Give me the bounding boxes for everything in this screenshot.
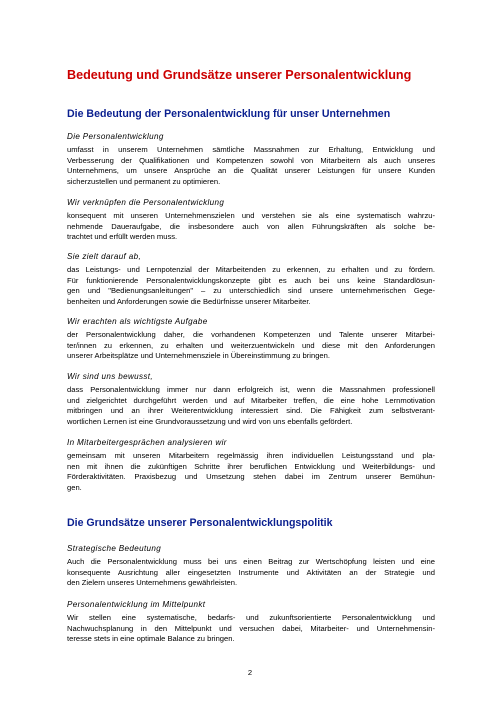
text-line: Auch die Personalentwicklung muss bei uns einen Beitrag zur Wertschöpfung leisten und eine: [67, 557, 435, 566]
paragraph-strategische-bedeutung: [67, 544, 435, 589]
paragraph-body: [67, 265, 435, 307]
text-line: und zielgerichtet durchgeführt werden und auf Mitarbeiter treffen, die eine hohe Lernmotivation: [67, 395, 435, 405]
paragraph-verknuepfen: [67, 198, 435, 243]
text-line: gemeinsam mit unseren Mitarbeitern regelmässig ihren individuellen Leistungsstand und pla-: [67, 451, 435, 460]
text-line: Förderaktivitäten. Praxisbezug und Umsetzung stehen dabei im Zentrum unserer Bemühun-: [67, 472, 435, 481]
text-line: Verbesserung der Qualifikationen und Kompetenzen sowohl von Mitarbeitern als auch unseres: [67, 155, 435, 165]
text-line: gen.: [67, 482, 82, 492]
paragraph-heading: Wir verknüpfen die Personalentwicklung: [67, 198, 225, 207]
paragraph-body: [67, 557, 435, 589]
paragraph-heading: Strategische Bedeutung: [67, 544, 162, 553]
text-line: der Personalentwicklung daher, die vorhandenen Kompetenzen und Talente unserer Mitarbei-: [67, 330, 435, 339]
paragraph-heading: Sie zielt darauf ab,: [67, 252, 142, 261]
paragraph-personalentwicklung: [67, 132, 435, 187]
text-line: umfasst in unserem Unternehmen sämtliche Massnahmen zur Erhaltung, Entwicklung und: [67, 145, 435, 154]
text-line: Nachwuchsplanung in den Mittelpunkt und versuchen dabei, Mitarbeiter- und Unternehmensin-: [67, 623, 435, 633]
text-line: sicherzustellen und permanent zu optimieren.: [67, 176, 221, 186]
text-line: teresse stets in eine optimale Balance zu bringen.: [67, 634, 235, 643]
paragraph-body: [67, 145, 435, 187]
paragraph-zielt-darauf-ab: [67, 252, 435, 307]
section-heading-bedeutung: Die Bedeutung der Personalentwicklung für unser Unternehmen: [67, 108, 391, 120]
text-line: konsequente Ausrichtung aller eingesetzten Instrumente und Aktivitäten an der Strategie und: [67, 567, 435, 577]
paragraph-heading: Die Personalentwicklung: [67, 132, 164, 141]
paragraph-mitarbeitergespraeche: [67, 438, 435, 493]
page-number: 2: [247, 668, 253, 677]
text-line: wortlichen Lernen ist eine Grundvoraussetzung und wird von uns ebenfalls gefördert.: [67, 416, 353, 426]
paragraph-heading: Wir erachten als wichtigste Aufgabe: [67, 317, 208, 326]
text-line: trachtet und erfüllt werden muss.: [67, 232, 178, 241]
text-line: das Leistungs- und Lernpotenzial der Mitarbeitenden zu erkennen, zu erhalten und zu fördern.: [67, 265, 435, 274]
text-line: Unternehmens, um unsere Ansprüche an die Qualität unserer Leistungen für unsere Kunden: [67, 166, 435, 175]
text-line: gen und "Bedienungsanleitungen" – zu unterschiedlich sind unsere unternehmerischen Gege-: [67, 286, 435, 295]
text-line: mitbringen und an ihrer Weiterentwicklung interessiert sind. Die Fähigkeit zum selbstverant-: [67, 406, 435, 415]
page-title: Bedeutung und Grundsätze unserer Personalentwicklung: [67, 68, 412, 82]
section-heading-grundsaetze: Die Grundsätze unserer Personalentwicklungspolitik: [67, 517, 333, 529]
paragraph-mittelpunkt: [67, 600, 435, 645]
text-line: nehmende Daueraufgabe, die insbesondere auch von allen Führungskräften als solche be-: [67, 221, 435, 231]
paragraph-bewusst: [67, 372, 435, 427]
paragraph-heading: In Mitarbeitergesprächen analysieren wir: [67, 438, 227, 447]
text-line: den Zielern unseres Unternehmens gewährleisten.: [67, 578, 238, 587]
text-line: dass Personalentwicklung immer nur dann erfolgreich ist, wenn die Massnahmen professionell: [67, 385, 435, 394]
text-line: unserer Arbeitsplätze und Unternehmensziele in Übereinstimmung zu bringen.: [67, 351, 330, 360]
text-line: nen mit ihnen die zukünftigen Schritte ihrer beruflichen Entwicklung und Weiterbildungs- und: [67, 461, 435, 471]
paragraph-body: [67, 451, 435, 493]
paragraph-body: [67, 385, 435, 427]
text-line: Wir stellen eine systematische, bedarfs- und zukunftsorientierte Personalentwicklung und: [67, 613, 435, 622]
paragraph-heading: Wir sind uns bewusst,: [67, 372, 153, 381]
text-line: konsequent mit unseren Unternehmenszielen und verstehen sie als eine systematisch wahrzu-: [67, 211, 435, 220]
text-line: benheiten und Anforderungen sowie die Bedürfnisse unserer Mitarbeiter.: [67, 296, 311, 306]
text-line: ter/innen zu erkennen, zu erhalten und weiterzuentwickeln und diese mit den Anforderungen: [67, 340, 435, 350]
paragraph-body: [67, 330, 435, 362]
paragraph-wichtigste-aufgabe: [67, 317, 435, 362]
text-line: Für funktionierende Personalentwicklungskonzepte gibt es auch bei uns keine Standardlösun-: [67, 275, 435, 285]
paragraph-body: [67, 211, 435, 243]
paragraph-heading: Personalentwicklung im Mittelpunkt: [67, 600, 206, 609]
paragraph-body: [67, 613, 435, 645]
